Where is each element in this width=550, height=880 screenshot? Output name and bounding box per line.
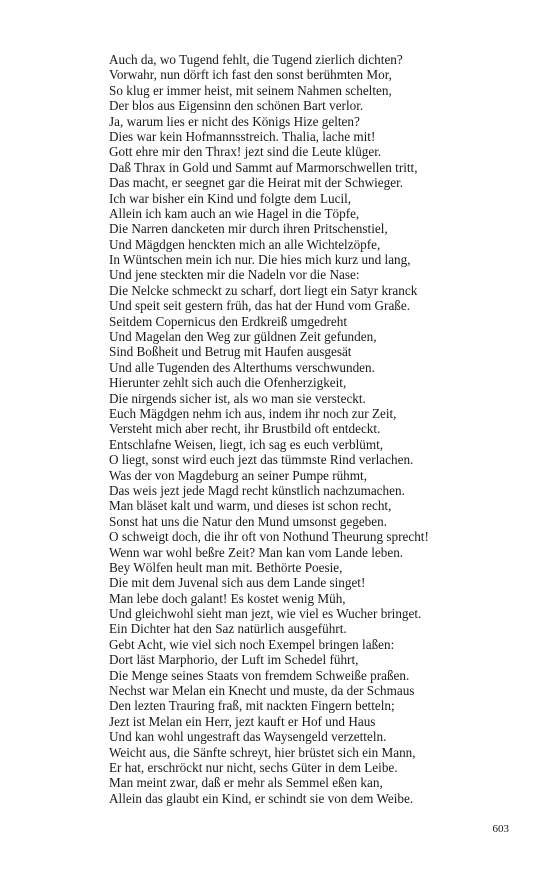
poem-line: Man bläset kalt und warm, und dieses ist schon recht, xyxy=(109,498,392,514)
poem-text xyxy=(109,52,529,806)
poem-line: Weicht aus, die Sänfte schreyt, hier brüstet sich ein Mann, xyxy=(109,744,416,760)
poem-line: Den lezten Trauring fraß, mit nackten Fingern betteln; xyxy=(109,698,395,714)
poem-line: Versteht mich aber recht, ihr Brustbild oft entdeckt. xyxy=(109,421,381,437)
poem-line: O schweigt doch, die ihr oft von Nothund Theurung sprecht! xyxy=(109,529,429,545)
poem-line: Dies war kein Hofmannsstreich. Thalia, lache mit! xyxy=(109,128,376,144)
poem-line: Der blos aus Eigensinn den schönen Bart verlor. xyxy=(109,98,364,114)
poem-line: Ich war bisher ein Kind und folgte dem Lucil, xyxy=(109,190,352,206)
poem-line: Seitdem Copernicus den Erdkreiß umgedreht xyxy=(109,313,348,329)
poem-line: Und Mägdgen henckten mich an alle Wichtelzöpfe, xyxy=(109,236,381,252)
poem-line: Sonst hat uns die Natur den Mund umsonst gegeben. xyxy=(109,513,388,529)
poem-line: Die mit dem Juvenal sich aus dem Lande singet! xyxy=(109,575,366,591)
poem-line: Bey Wölfen heult man mit. Bethörte Poesie, xyxy=(109,559,343,575)
poem-line: Jezt ist Melan ein Herr, jezt kauft er Hof und Haus xyxy=(109,713,376,729)
poem-line: Ein Dichter hat den Saz natürlich ausgeführt. xyxy=(109,621,347,637)
poem-line: Entschlafne Weisen, liegt, ich sag es euch verblümt, xyxy=(109,436,384,452)
poem-line: Was der von Magdeburg an seiner Pumpe rühmt, xyxy=(109,467,367,483)
poem-line: Er hat, erschröckt nur nicht, sechs Güter in dem Leibe. xyxy=(109,759,398,775)
poem-line: Und jene steckten mir die Nadeln vor die Nase: xyxy=(109,267,360,283)
poem-line: Hierunter zehlt sich auch die Ofenherzigkeit, xyxy=(109,375,347,391)
poem-line: Und kan wohl ungestraft das Waysengeld verzetteln. xyxy=(109,729,387,745)
poem-line: Und Magelan den Weg zur güldnen Zeit gefunden, xyxy=(109,329,377,345)
poem-line: Ja, warum lies er nicht des Königs Hize gelten? xyxy=(109,113,360,129)
poem-line: Man meint zwar, daß er mehr als Semmel eßen kan, xyxy=(109,775,383,791)
poem-line: In Wüntschen mein ich nur. Die hies mich kurz und lang, xyxy=(109,252,411,268)
poem-line: Die Narren dancketen mir durch ihren Pritschenstiel, xyxy=(109,221,388,237)
poem-line: Nechst war Melan ein Knecht und muste, da der Schmaus xyxy=(109,683,415,699)
poem-line: Die Menge seines Staats von fremdem Schweiße praßen. xyxy=(109,667,410,683)
poem-line: Und gleichwohl sieht man jezt, wie viel es Wucher bringet. xyxy=(109,606,422,622)
poem-line: Und alle Tugenden des Alterthums verschwunden. xyxy=(109,359,375,375)
poem-line: Daß Thrax in Gold und Sammt auf Marmorschwellen tritt, xyxy=(109,159,418,175)
poem-line: Die Nelcke schmeckt zu scharf, dort liegt ein Satyr kranck xyxy=(109,282,418,298)
poem-line: Euch Mägdgen nehm ich aus, indem ihr noch zur Zeit, xyxy=(109,405,397,421)
poem-line: Die nirgends sicher ist, als wo man sie versteckt. xyxy=(109,390,366,406)
poem-line: So klug er immer heist, mit seinem Nahmen schelten, xyxy=(109,82,392,98)
poem-line: Allein das glaubt ein Kind, er schindt sie von dem Weibe. xyxy=(109,790,414,806)
poem-line: Wenn war wohl beßre Zeit? Man kan vom Lande leben. xyxy=(109,544,404,560)
poem-line: Gott ehre mir den Thrax! jezt sind die Leute klüger. xyxy=(109,144,382,160)
poem-line: Das macht, er seegnet gar die Heirat mit der Schwieger. xyxy=(109,175,404,191)
poem-line: O liegt, sonst wird euch jezt das tümmste Rind verlachen. xyxy=(109,452,414,468)
poem-line: Auch da, wo Tugend fehlt, die Tugend zierlich dichten? xyxy=(109,52,403,67)
poem-line: Sind Boßheit und Betrug mit Haufen ausgesät xyxy=(109,344,352,360)
poem-line: Man lebe doch galant! Es kostet wenig Müh, xyxy=(109,590,346,606)
poem-line: Gebt Acht, wie viel sich noch Exempel bringen laßen: xyxy=(109,636,395,652)
page-number: 603 xyxy=(492,823,509,835)
poem-line: Allein ich kam auch an wie Hagel in die Töpfe, xyxy=(109,205,360,221)
poem-line: Und speit seit gestern früh, das hat der Hund vom Graße. xyxy=(109,298,411,314)
poem-line: Dort läst Marphorio, der Luft im Schedel führt, xyxy=(109,652,359,668)
poem-line: Das weis jezt jede Magd recht künstlich nachzumachen. xyxy=(109,482,405,498)
poem-line: Vorwahr, nun dörft ich fast den sonst berühmten Mor, xyxy=(109,67,392,83)
